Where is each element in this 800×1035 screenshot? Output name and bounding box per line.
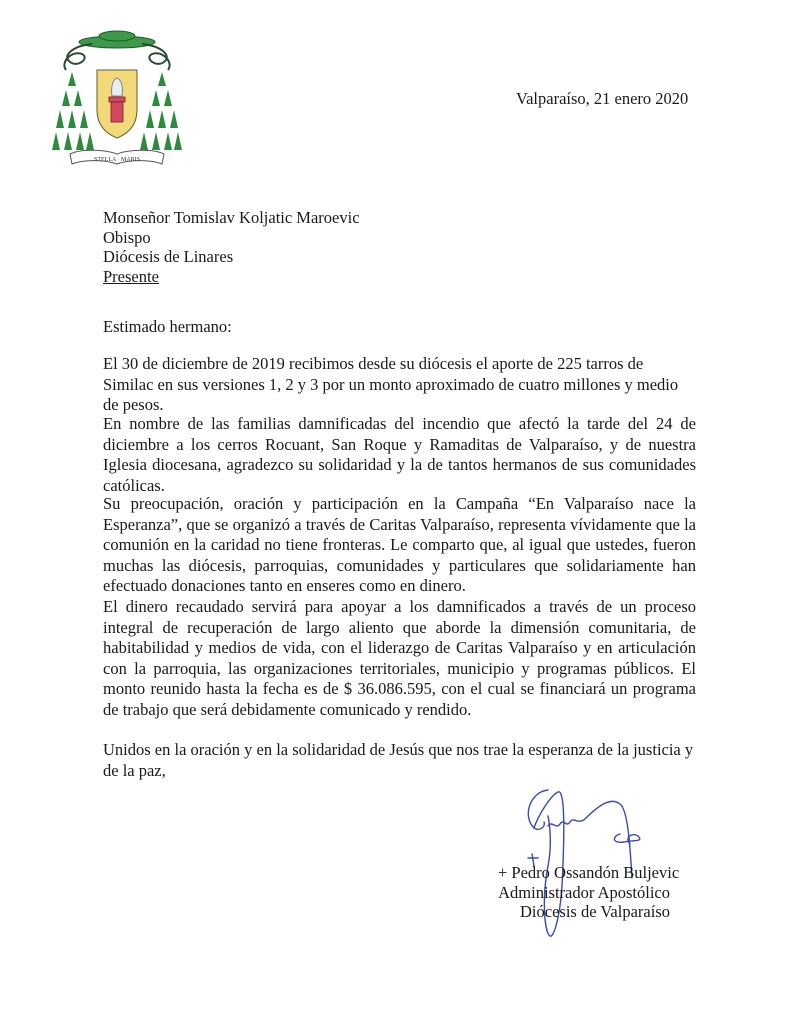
paragraph-3: Su preocupación, oración y participación en la Campaña “En Valparaíso nace la Esperanza”, que se organizó a través de Caritas Valparaíso, representa vívidamente que la comunión en la caridad no tiene fronteras. Le comparto que, al igual que ustedes, fueron muchas las diócesis, parroquias, comunidades y particulares que solidariamente han efectuado donaciones tanto en enseres como en dinero. bbox=[103, 494, 696, 595]
recipient-diocese: Diócesis de Linares bbox=[103, 247, 234, 266]
motto-text: STELLA · MARIS bbox=[93, 157, 141, 163]
cord-left bbox=[64, 44, 92, 70]
place-date: Valparaíso, 21 enero 2020 bbox=[516, 89, 689, 108]
paragraph-1: El 30 de diciembre de 2019 recibimos desde su diócesis el aporte de 225 tarros de Similac en sus versiones 1, 2 y 3 por un monto aproximado de cuatro millones y medio de pesos. bbox=[103, 354, 679, 414]
recipient-name: Monseñor Tomislav Koljatic Maroevic bbox=[103, 208, 360, 227]
recipient-address bbox=[103, 208, 360, 286]
virgin-figure bbox=[112, 78, 123, 96]
paragraph-2: En nombre de las familias damnificadas del incendio que afectó la tarde del 24 de diciembre a los cerros Rocuant, San Roque y Ramaditas de Valparaíso, y de nuestra Iglesia diocesana, agradezco su solidaridad y la de tantos hermanos de sus comunidades católicas. bbox=[103, 414, 696, 495]
recipient-title: Obispo bbox=[103, 227, 151, 247]
tower-body bbox=[111, 102, 123, 122]
tassels-left bbox=[52, 72, 94, 150]
signer-name: + Pedro Ossandón Buljevic bbox=[498, 863, 680, 882]
closing-paragraph: Unidos en la oración y en la solidaridad de Jesús que nos trae la esperanza de la justicia y de la paz, bbox=[103, 740, 694, 780]
coat-of-arms-logo bbox=[52, 28, 182, 168]
presente-label: Presente bbox=[103, 266, 159, 286]
tassels-right bbox=[140, 72, 182, 150]
signer-block bbox=[498, 863, 680, 922]
greeting: Estimado hermano: bbox=[103, 317, 232, 336]
tower-top bbox=[109, 97, 125, 102]
cord-right bbox=[142, 44, 170, 70]
paragraph-4: El dinero recaudado servirá para apoyar a los damnificados a través de un proceso integral de recuperación de largo aliento que aborde la dimensión comunitaria, de habitabilidad y medios de vida, con el liderazgo de Caritas Valparaíso y en articulación con la parroquia, las organizaciones territoriales, municipio y programas públicos. El monto reunido hasta la fecha es de $ 36.086.595, con el cual se financiará un programa de trabajo que será debidamente comunicado y rendido. bbox=[103, 597, 696, 719]
galero-hat-crown bbox=[99, 31, 135, 41]
signer-diocese: Diócesis de Valparaíso bbox=[520, 902, 670, 921]
signer-role: Administrador Apostólico bbox=[498, 882, 670, 902]
